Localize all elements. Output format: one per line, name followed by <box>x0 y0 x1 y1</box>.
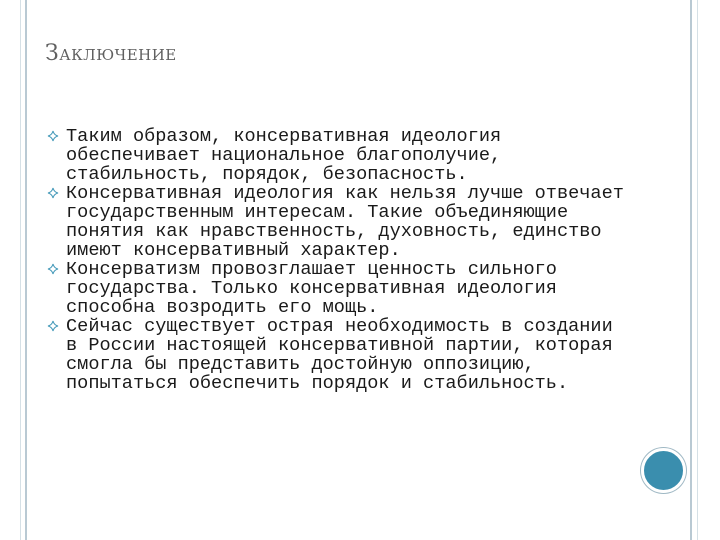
bullet-list <box>47 127 627 393</box>
bullet-item-1 <box>47 127 627 184</box>
hollow-diamond-icon <box>47 320 59 332</box>
bullet-text: Таким образом, консервативная идеология обеспечивает национальное благополучие, стабильность, порядок, безопасность. <box>66 126 502 185</box>
hollow-diamond-icon <box>47 187 59 199</box>
bullet-item-2 <box>47 184 627 260</box>
slide-title: Заключение <box>45 41 177 66</box>
decorative-circle <box>641 448 686 493</box>
right-frame-inner-line <box>697 0 698 540</box>
hollow-diamond-icon <box>47 130 59 142</box>
left-frame-border <box>0 0 27 540</box>
bullet-item-3 <box>47 260 627 317</box>
right-frame-line <box>690 0 692 540</box>
left-frame-line <box>20 0 21 540</box>
bullet-item-4 <box>47 317 627 393</box>
bullet-text: Консервативная идеология как нельзя лучше отвечает государственным интересам. Такие объединяющие понятия как нравственность, духовность, единство имеют консервативный характер. <box>66 183 624 261</box>
bullet-text: Консерватизм провозглашает ценность сильного государства. Только консервативная идеология способна возродить его мощь. <box>66 259 557 318</box>
hollow-diamond-icon <box>47 263 59 275</box>
right-frame-border <box>688 0 720 540</box>
bullet-text: Сейчас существует острая необходимость в создании в России настоящей консервативной партии, которая смогла бы представить достойную оппозицию, попытаться обеспечить порядок и стабильность. <box>66 316 613 394</box>
